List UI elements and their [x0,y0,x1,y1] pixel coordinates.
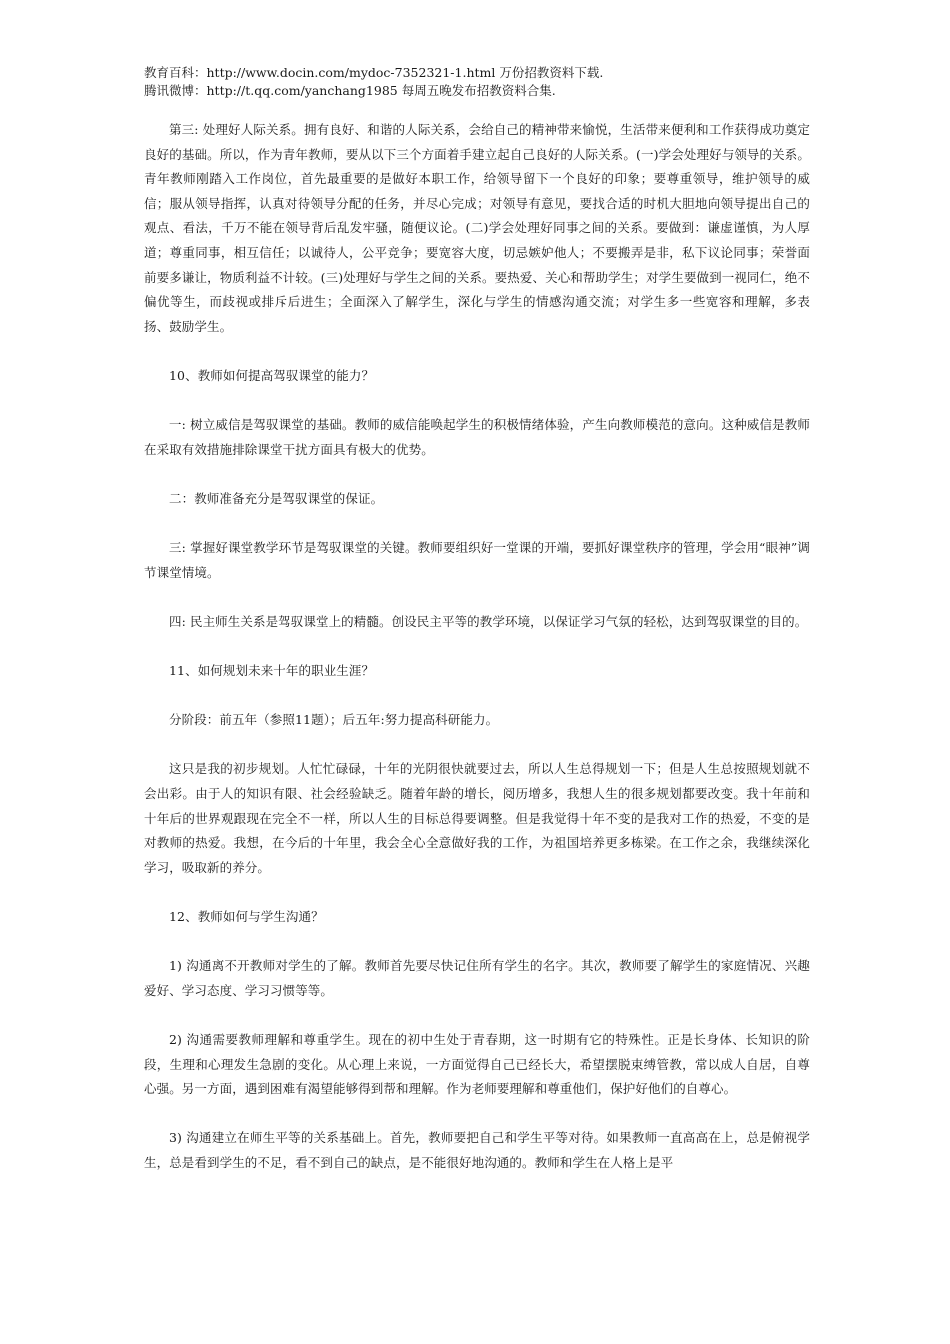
page-header [144,64,810,100]
header-line-docin: 教育百科：http://www.docin.com/mydoc-7352321-1.html 万份招教资料下载. [144,65,604,80]
question-10-heading: 10、教师如何提高驾驭课堂的能力？ [169,367,375,383]
paragraph-q11-plan: 这只是我的初步规划。人忙忙碌碌，十年的光阴很快就要过去，所以人生总得规划一下；但是人生总按照规划就不会出彩。由于人的知识有限、社会经验缺乏。随着年龄的增长，阅历增多，我想人生的很多规划都要改变。我十年前和十年后的世界观跟现在完全不一样，所以人生的目标总得要调整。但是我觉得十年不变的是我对工作的热爱，不变的是对教师的热爱。我想，在今后的十年里，我会全心全意做好我的工作，为祖国培养更多栋梁。在工作之余，我继续深化学习，吸取新的养分。 [144,761,810,875]
paragraph-interpersonal: 第三: 处理好人际关系。拥有良好、和谐的人际关系，会给自己的精神带来愉悦，生活带来便利和工作获得成功奠定良好的基础。所以，作为青年教师，要从以下三个方面着手建立起自己良好的人际关系。(一)学会处理好与领导的关系。青年教师刚踏入工作岗位，首先最重要的是做好本职工作，给领导留下一个良好的印象；要尊重领导，维护领导的威信；服从领导指挥，认真对待领导分配的任务，并尽心完成；对领导有意见，要找合适的时机大胆地向领导提出自己的观点、看法，千万不能在领导背后乱发牢骚，随便议论。(二)学会处理好同事之间的关系。要做到：谦虚谨慎，为人厚道；尊重同事，相互信任；以诚待人，公平竞争；要宽容大度，切忌嫉妒他人；不要搬弄是非，私下议论同事；荣誉面前要多谦让，物质利益不计较。(三)处理好与学生之间的关系。要热爱、关心和帮助学生；对学生要做到一视同仁，绝不偏优等生，而歧视或排斥后进生；全面深入了解学生，深化与学生的情感沟通交流；对学生多一些宽容和理解，多表扬、鼓励学生。 [144,122,810,334]
paragraph-q12-point-3: 3) 沟通建立在师生平等的关系基础上。首先，教师要把自己和学生平等对待。如果教师一直高高在上，总是俯视学生，总是看到学生的不足，看不到自己的缺点，是不能很好地沟通的。教师和学生在人格上是平 [144,1130,810,1170]
paragraph-q12-point-2: 2) 沟通需要教师理解和尊重学生。现在的初中生处于青春期，这一时期有它的特殊性。正是长身体、长知识的阶段，生理和心理发生急剧的变化。从心理上来说，一方面觉得自己已经长大，希望摆脱束缚管教，常以成人自居，自尊心强。另一方面，遇到困难有渴望能够得到帮和理解。作为老师要理解和尊重他们，保护好他们的自尊心。 [144,1031,810,1097]
question-11-heading: 11、如何规划未来十年的职业生涯？ [169,663,375,679]
paragraph-q10-point-1: 一: 树立威信是驾驭课堂的基础。教师的威信能唤起学生的积极情绪体验，产生向教师模范的意向。这种威信是教师在采取有效措施排除课堂干扰方面具有极大的优势。 [144,417,810,457]
paragraph-q10-point-4: 四: 民主师生关系是驾驭课堂上的精髓。创设民主平等的教学环境，以保证学习气氛的轻松，达到驾驭课堂的目的。 [169,613,808,629]
question-12-heading: 12、教师如何与学生沟通？ [169,909,324,924]
paragraph-q11-stages: 分阶段：前五年（参照11题）；后五年:努力提高科研能力。 [169,712,499,728]
paragraph-q10-point-3: 三: 掌握好课堂教学环节是驾驭课堂的关键。教师要组织好一堂课的开端，要抓好课堂秩序的管理，学会用“眼神”调节课堂情境。 [144,540,810,580]
header-line-weibo: 腾讯微博：http://t.qq.com/yanchang1985 每周五晚发布招教资料合集. [144,83,556,98]
paragraph-q12-point-1: 1) 沟通离不开教师对学生的了解。教师首先要尽快记住所有学生的名字。其次，教师要了解学生的家庭情况、兴趣爱好、学习态度、学习习惯等等。 [144,958,810,998]
paragraph-q10-point-2: 二：教师准备充分是驾驭课堂的保证。 [169,490,384,506]
document-page [144,64,810,1200]
document-body [144,118,810,1176]
